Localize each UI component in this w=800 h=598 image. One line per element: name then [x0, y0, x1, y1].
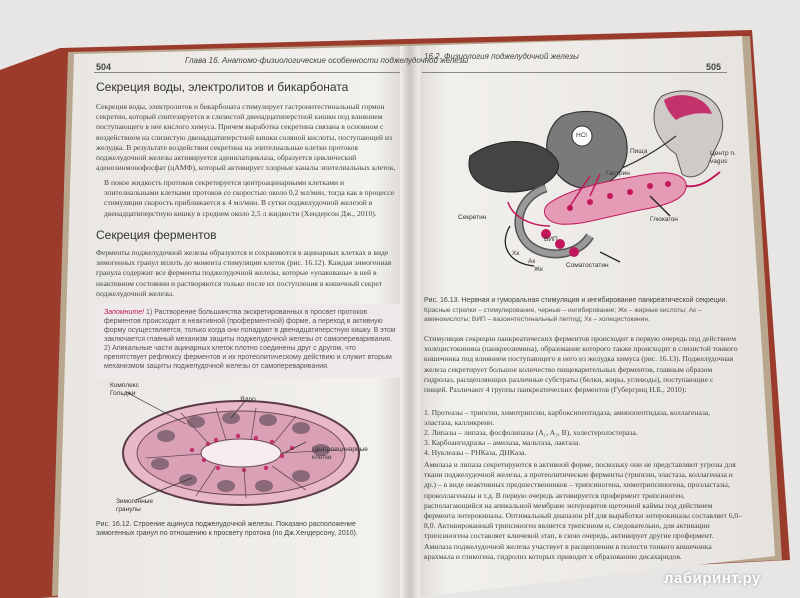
right-page-number: 505: [706, 62, 722, 72]
section-body-enzymes: Ферменты поджелудочной железы образуются и сохраняются в ацинарных клетках в виде зимогенных гранул вплоть до момента стимуляции клеток (рис. 16.12). Каждая зимогенная гранула содержит все ферменты поджелудочной железы, которые «упакованы» в ней в неактивном состоянии и растворяются только после их поступления в кишечный секрет поджелудочной железы.: [96, 248, 392, 298]
label-food: Пища: [630, 148, 648, 155]
figure-16-13-caption: Рис. 16.13. Нервная и гуморальная стимуляция и ингибирование панкреатической секреции.: [424, 297, 728, 304]
label-vagus-center: Центр n. vagus: [710, 150, 736, 165]
figure-16-12-caption: Рис. 16.12. Строение ацинуса поджелудочной железы. Показано расположение зимогенных гранул по отношению к просвету протока (по Дж.Хендерсону, 2010).: [96, 521, 358, 537]
label-secretin: Секретин: [458, 214, 487, 221]
enzyme-list-item-1: 1. Протеазы – трипсин, химотрипсин, карбоксипептидаза, аминопептидаза, коллагеназа, эластаза, калликреин.: [424, 408, 711, 428]
section-title-water: Секреция воды, электролитов и бикарбоната: [96, 80, 349, 94]
enzyme-list-item-4: 4. Нуклеазы – РНКаза, ДНКаза.: [424, 448, 527, 457]
left-page-number: 504: [96, 62, 112, 72]
right-running-header: 16.2. Физиология поджелудочной железы: [424, 52, 579, 61]
label-nucleus: Ядро: [240, 396, 256, 403]
watermark-logo: лабиринт.ру: [664, 570, 761, 587]
remember-note-text: 1) Растворение большинства экскретированных в просвет протоков ферментов происходит в неактивной (проферментной) форме, а переход в активную форму осуществляется, только когда они попадают в двенадцатиперстную кишку. В этом заключается главный механизм защиты поджелудочной железы от самопереваривания. 2) Апикальные части ацинарных клеток плотно соединены друг с другом, что препятствует рефлюксу ферментов и их протеолитическому действию и служит вторым механизмом защиты поджелудочной железы от самопереваривания.: [104, 309, 396, 370]
right-body-text: Стимуляция секреции панкреатических ферментов происходит в первую очередь под действием холецистокинина (панкреозимина), образование которого также происходит в слизистой тонкого кишечника под влиянием поступающего в него из желудка химуса (рис. 16.13). Поджелудочная железа секретирует большое количество пищеварительных ферментов, главным образом гидролаз, расщепляющих различные субстраты (белки, жиры, углеводы), поступающие с пищей. Различают 4 группы панкреатических ферментов (Губергриц Н.Б., 2010):: [424, 334, 738, 395]
enzyme-list-item-3: 3. Карбоангидразы – амилаза, мальтаза, лактаза.: [424, 438, 581, 447]
section-body-water-2: В покое жидкость протоков секретируется центроацинарными клетками и эпителиальными клетками протоков со скоростью около 0,2 мл/мин, тогда как в процессе стимуляции скорость приближается к 4 мл/мин. В сутки поджелудочной железой в двенадцатиперстную кишку в среднем около 2,5 л жидкости (Хендерсон Дж., 2010).: [104, 178, 395, 218]
label-zymogen: Зимогенные гранулы: [116, 498, 153, 513]
right-body-text-2: Амилаза и липаза секретируются в активной форме, поскольку они не представляют угрозы для ткани поджелудочной железы, а протеолитические ферменты (трипсин, эластаза, коллагеназа и др.) – в виде неактивных предшественников – трипсиногена, химотрипсиногена, проэластазы, проколлагеназы и т.д. В первую очередь активируется профермент трипсиноген, располагающийся на апикальной мембране энтероцитов щеточной каймы под действием фермента энтерокиназы. Оптимальный диапазон pH для выработки энтерокиназы составляет 6,0–8,0. Активированный трипсиноген является трипсином и, следовательно, для активации трипсиногена составляет ключевой этап, в свою очередь, активирует другие профермент. Амилаза поджелудочной железы участвует в расщеплении в полости тонкого кишечника крахмала и гликогена, гидролиз которых приводит к образованию дисахаридов.: [424, 460, 742, 561]
right-page: [410, 0, 800, 598]
left-running-header: Глава 16. Анатомо-физиологические особенности поджелудочной железы: [185, 56, 469, 65]
figure-16-13-legend: Красные стрелки – стимулирование, черные – ингибирование; Жк – жирные кислоты; Ак – аминокислоты; ВИП – вазоинтестинальный пептид; Хк – холецистокинин.: [424, 307, 702, 323]
label-vip: ВИП: [544, 236, 558, 243]
label-centroacinar: Центроацинарные клетки: [312, 446, 368, 461]
left-header-rule: [94, 72, 400, 73]
right-header-rule: [422, 72, 727, 73]
remember-note-lead: Запомните!: [104, 309, 145, 316]
label-glucagon: Глюкагон: [650, 216, 678, 223]
section-body-water: Секреция воды, электролитов и бикарбоната стимулирует гастроинтестинальный гормон секретин, который синтезируется в слизистой двенадцатиперстной кишки под влиянием поступающего в нее кислого химуса. Причем выработка секретина связана в основном с воздействием на слизистую двенадцатиперстной кишки соляной кислоты, поступающей из желудка. В результате воздействия секретина на эпителиальные клетки протоков поджелудочной железы активируется аденилатциклаза, образуется циклический аденозинмонофосфат (цАМФ), который активирует хлорные каналы эпителиальных клеток,: [96, 102, 396, 173]
remember-note: [104, 308, 398, 378]
label-zhk: Жк: [534, 266, 543, 273]
label-hcl: HCl: [576, 132, 587, 139]
enzyme-list-item-2: 2. Липазы – липаза, фосфолипазы (A₁, A₂, B), холестеролэстераза.: [424, 428, 638, 437]
label-golgi: Комплекс Гольджи: [110, 382, 139, 397]
label-ak: Ак: [528, 258, 536, 265]
label-hk: Хк: [512, 250, 520, 257]
pancreas-regulation-figure: [450, 76, 740, 272]
section-title-enzymes: Секреция ферментов: [96, 228, 217, 242]
label-gastrin: Гастрин: [606, 170, 630, 177]
label-somatostatin: Соматостатин: [566, 262, 609, 269]
